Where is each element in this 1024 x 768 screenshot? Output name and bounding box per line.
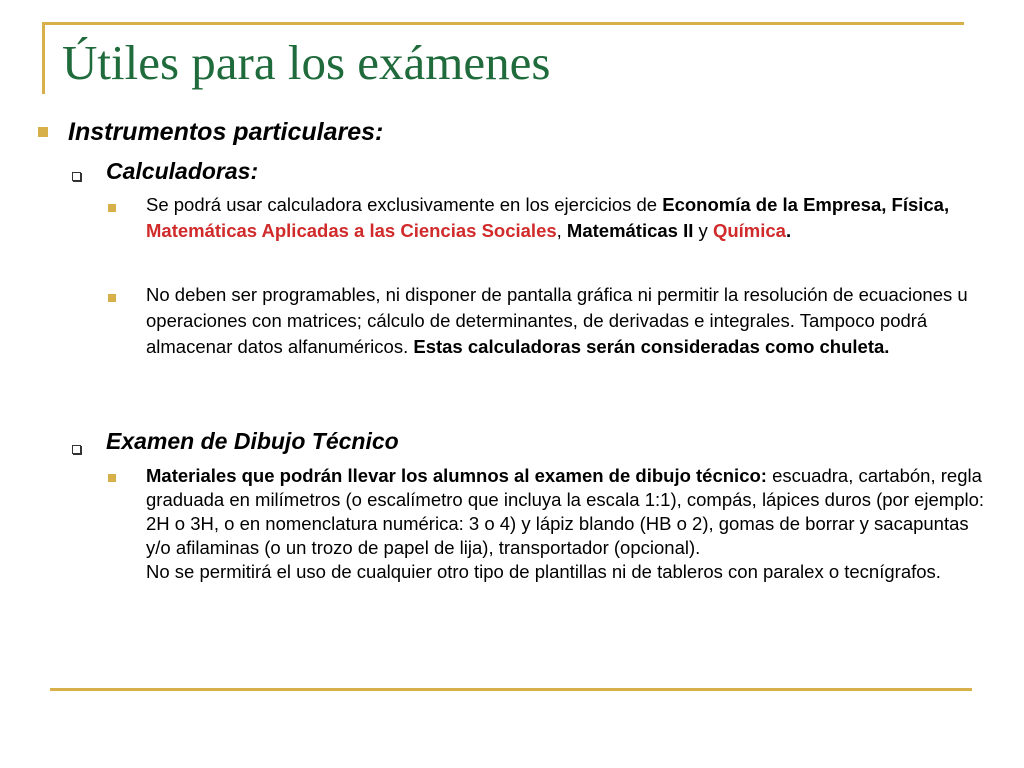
paragraph-calculadoras-2	[146, 282, 992, 360]
top-rule	[42, 22, 964, 25]
text: No deben ser programables, ni disponer de pantalla gráfica ni permitir la resolución de ecuaciones u operaciones con matrices; cálculo de determinantes, de derivadas e integrales. Tampoco podrá almacenar datos alfanuméricos.	[146, 284, 968, 357]
bold-text: Matemáticas II	[566, 220, 694, 241]
hollow-square-bullet-icon	[72, 445, 81, 454]
hollow-square-bullet-icon	[72, 172, 81, 181]
text: escuadra, cartabón, regla graduada en milímetros (o escalímetro que incluya la escala 1:1), compás, lápices duros (por ejemplo: 2H o 3H, o en nomenclatura numérica: 3 o 4) y lápiz blando (HB o 2), gomas de borrar y sacapuntas y/o afilaminas (o un trozo de papel de lija), transportador (opcional).	[146, 465, 985, 558]
bullet-label: Instrumentos particulares:	[68, 118, 384, 146]
text: y	[693, 220, 713, 241]
text: No se permitirá el uso de cualquier otro tipo de plantillas ni de tableros con paralex o tecnígrafos.	[146, 561, 941, 582]
heading-dibujo-tecnico: Examen de Dibujo Técnico	[106, 428, 399, 454]
square-bullet-icon	[108, 294, 116, 302]
text: .	[785, 220, 792, 241]
paragraph-calculadoras-1	[146, 192, 992, 244]
bold-text: Materiales que podrán llevar los alumnos al examen de dibujo técnico:	[146, 465, 767, 486]
highlight-text: Química	[712, 220, 786, 241]
bold-text: Estas calculadoras serán consideradas como chuleta.	[413, 336, 890, 357]
slide-title: Útiles para los exámenes	[62, 35, 551, 90]
text: Se podrá usar calculadora exclusivamente en los ejercicios de	[146, 194, 663, 215]
bottom-rule	[50, 688, 972, 691]
heading-calculadoras: Calculadoras:	[106, 158, 259, 184]
left-rule	[42, 22, 45, 94]
square-bullet-icon	[108, 204, 116, 212]
square-bullet-icon	[108, 474, 116, 482]
paragraph-dibujo-1	[146, 464, 992, 584]
highlight-text: Matemáticas Aplicadas a las Ciencias Sociales	[146, 220, 557, 241]
square-bullet-icon	[38, 127, 48, 137]
bold-text: Economía de la Empresa, Física,	[662, 194, 950, 215]
text: ,	[556, 220, 567, 241]
